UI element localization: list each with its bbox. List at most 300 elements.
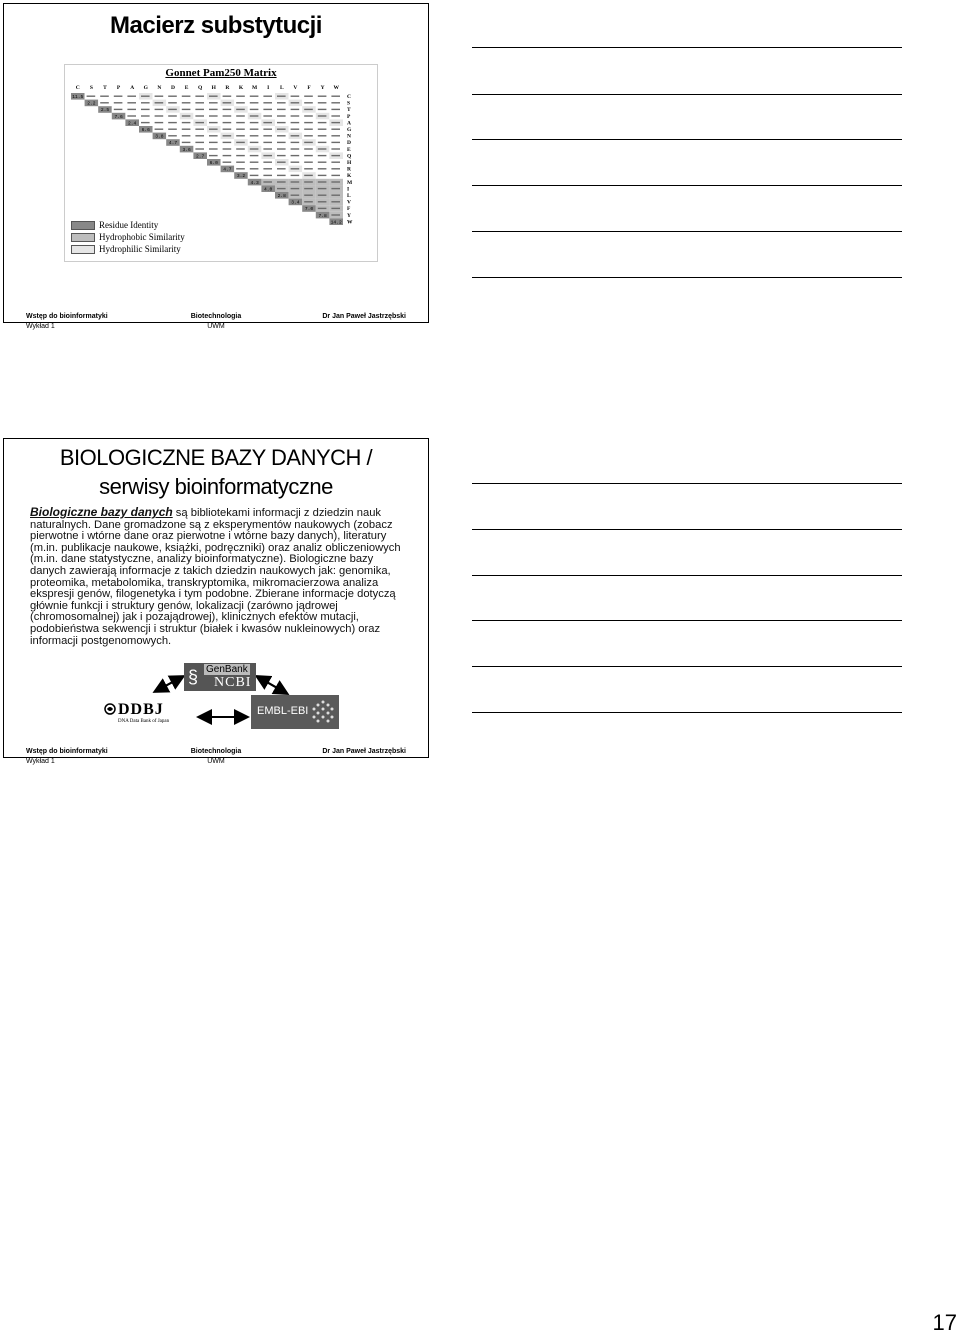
matrix-cell-value [209,155,218,156]
matrix-cell-value [236,162,245,163]
matrix-cell-value [250,168,259,169]
matrix-diagonal-value: 4.7 [168,141,178,147]
body-text: są bibliotekami informacji z dziedzin nauk naturalnych. Dane gromadzone są z eksperymentów naukowych (zobacz pierwotne i wtórne dane oraz pierwotne i wtórne bazy danych), literatury (m.in. publikacje naukowe, książki, podręczniki) oraz analiz obliczeniowych (m.in. dane statystyczne, analizy bioinformatyczne). Biologiczne bazy danych zawierają informacje z takich dziedzin naukowych jak: genomika, proteomika, metabolomika, transkryptomika, mikromacierzowa analiza ekspresji genów, filogenetyka i tym podobne. Zbierane informacje dotyczą głównie funkcji i struktury genów, lokalizacji (zarówno jądrowej (chromosomalnej) jak i pozajądrowej), klinicznych efektów mutacji, podobieństwa sekwencji i struktur (białek i kwasów nukleinowych) oraz informacji postgenomowych. [30,507,401,647]
matrix-cell-value [318,129,327,130]
matrix-cell-value [277,155,286,156]
matrix-cell-value [236,115,245,116]
matrix-cell-value [250,109,259,110]
matrix-cell-value [304,195,313,196]
matrix-row-header: A [347,120,351,127]
matrix-cell-value [87,96,96,97]
slide-2 [3,438,429,765]
matrix-row-header: H [347,160,352,166]
matrix-col-header: I [267,85,270,91]
slide-2-body [30,507,406,647]
matrix-cell-value [318,195,327,196]
legend-swatch-hydrophobic [71,233,95,242]
matrix-cell-value [209,129,218,130]
embl-label: EMBL-EBI [257,705,309,717]
matrix-diagonal-value: 7.0 [304,207,314,213]
matrix-cell-value [291,129,300,130]
legend-item [71,231,185,243]
matrix-cell-value [263,102,272,103]
matrix-cell-value [250,175,259,176]
matrix-row-header: C [347,94,351,100]
matrix-cell-value [304,188,313,189]
matrix-cell-value [100,102,109,103]
matrix-cell-value [277,102,286,103]
substitution-matrix-figure [64,64,378,262]
footer-lecture: Wykład 1 [26,323,55,330]
matrix-cell-value [223,142,232,143]
note-line [472,529,902,530]
matrix-row-header: G [347,127,352,133]
matrix-cell-value [250,129,259,130]
matrix-diagonal-value: 4.7 [223,167,232,173]
matrix-cell-value [263,162,272,163]
matrix-cell-value [304,168,313,169]
matrix-cell-value [331,181,340,182]
ncbi-label: NCBI [214,675,252,690]
matrix-cell-value [250,155,259,156]
matrix-cell-value [195,122,204,123]
matrix-cell-value [250,102,259,103]
matrix-diagonal-value: 4.0 [264,187,273,193]
matrix-cell-value [277,96,286,97]
matrix-cell-value [331,188,340,189]
matrix-cell-value [277,129,286,130]
matrix-cell-value [155,129,164,130]
matrix-cell-value [182,109,191,110]
matrix-cell-value [250,115,259,116]
matrix-cell-value [291,168,300,169]
matrix-row-header: N [347,133,351,140]
matrix-diagonal-value: 7.8 [318,213,327,219]
matrix-cell-value [318,155,327,156]
genbank-ncbi-logo [184,663,256,691]
matrix-cell-value [223,96,232,97]
page-number: 17 [932,1310,957,1335]
arrow-embl-ncbi [258,677,286,693]
matrix-diagonal-value: 7.6 [114,114,123,120]
note-line [472,575,902,576]
matrix-row-header: E [347,146,351,153]
matrix-cell-value [141,109,150,110]
matrix-cell-value [291,109,300,110]
matrix-cell-value [291,155,300,156]
matrix-cell-value [209,135,218,136]
slide-1 [3,3,429,330]
matrix-row-header: F [347,206,351,213]
matrix-cell-value [236,102,245,103]
matrix-row-header: S [347,100,351,107]
matrix-cell-value [209,96,218,97]
matrix-cell-value [195,142,204,143]
matrix-diagonal-value: 2.5 [100,108,110,114]
matrix-cell-value [331,214,340,215]
matrix-cell-value [318,175,327,176]
matrix-cell-value [127,96,136,97]
matrix-cell-value [195,109,204,110]
footer-author: Dr Jan Paweł Jastrzębski [322,748,406,755]
matrix-cell-value [331,122,340,123]
matrix-cell-value [195,96,204,97]
body-lead: Biologiczne bazy danych [30,505,173,519]
matrix-col-header: Y [320,85,325,91]
matrix-cell-value [195,148,204,149]
matrix-cell-value [318,115,327,116]
matrix-row-header: I [347,186,350,193]
matrix-row-header: D [347,140,351,147]
slide-2-title-line2: serwisy bioinformatyczne [99,474,333,499]
matrix-col-header: V [293,85,298,91]
matrix-cell-value [331,102,340,103]
embl-ebi-logo [251,695,339,729]
matrix-cell-value [127,115,136,116]
matrix-diagonal-value: 3.2 [236,174,246,180]
matrix-diagonal-value: 6.6 [141,128,150,133]
matrix-row-header: R [347,166,351,173]
matrix-cell-value [318,122,327,123]
matrix-cell-value [223,122,232,123]
matrix-cell-value [155,109,164,110]
note-line [472,483,902,484]
matrix-cell-value [291,115,300,116]
matrix-cell-value [304,129,313,130]
matrix-cell-value [155,102,164,103]
matrix-cell-value [291,195,300,196]
matrix-cell-value [182,135,191,136]
matrix-cell-value [182,102,191,103]
matrix-diagonal-value: 14.2 [330,220,342,226]
matrix-diagonal-value: 4.3 [250,180,259,186]
matrix-cell-value [236,129,245,130]
matrix-diagonal-value: 2.4 [128,121,137,127]
matrix-cell-value [250,142,259,143]
matrix-cell-value [304,142,313,143]
matrix-cell-value [209,109,218,110]
matrix-cell-value [209,148,218,149]
footer-university: UWM [207,758,225,765]
matrix-cell-value [223,115,232,116]
matrix-cell-value [263,129,272,130]
arrow-ddbj-ncbi [156,677,182,691]
matrix-cell-value [304,155,313,156]
matrix-col-header: S [89,85,93,91]
matrix-cell-value [236,135,245,136]
matrix-cell-value [168,102,177,103]
matrix-cell-value [331,175,340,176]
matrix-cell-value [236,96,245,97]
matrix-cell-value [141,96,150,97]
legend-swatch-hydrophilic [71,245,95,254]
matrix-diagonal-value: 3.4 [291,200,300,206]
matrix-col-header: K [238,85,244,91]
matrix-col-header: L [279,85,284,91]
matrix-cell-value [223,148,232,149]
matrix-legend [71,219,185,255]
matrix-cell-value [277,168,286,169]
slide-2-title [4,443,428,501]
matrix-cell-value [263,168,272,169]
matrix-cell-value [263,109,272,110]
matrix-cell-value [318,168,327,169]
matrix-cell-value [155,122,164,123]
matrix-cell-value [168,135,177,136]
matrix-cell-value [236,142,245,143]
matrix-cell-value [236,148,245,149]
matrix-col-header: D [171,85,175,91]
matrix-row-header: Y [347,212,351,219]
matrix-cell-value [318,188,327,189]
note-line [472,277,902,278]
legend-label: Residue Identity [99,220,159,230]
matrix-cell-value [277,135,286,136]
note-line [472,666,902,667]
footer-lecture: Wykład 1 [26,758,55,765]
matrix-cell-value [304,162,313,163]
matrix-cell-value [223,162,232,163]
matrix-title: Gonnet Pam250 Matrix [165,67,277,79]
matrix-cell-value [168,96,177,97]
matrix-col-header: C [75,85,80,91]
matrix-cell-value [291,148,300,149]
matrix-col-header: T [103,85,107,91]
matrix-cell-value [277,142,286,143]
matrix-cell-value [318,142,327,143]
matrix-cell-value [141,115,150,116]
matrix-col-header: E [184,85,189,91]
ddbj-mark-icon [104,703,116,715]
note-line [472,185,902,186]
matrix-cell-value [223,109,232,110]
matrix-cell-value [291,175,300,176]
matrix-col-header: G [143,85,148,91]
matrix-cell-value [291,181,300,182]
matrix-cell-value [277,175,286,176]
matrix-cell-value [168,122,177,123]
matrix-cell-value [263,115,272,116]
matrix-cell-value [318,102,327,103]
ddbj-logo [104,701,169,724]
matrix-col-header: H [211,85,216,91]
matrix-diagonal-value: 3.6 [182,147,191,153]
legend-item [71,219,185,231]
matrix-cell-value [331,115,340,116]
matrix-cell-value [304,115,313,116]
matrix-col-header: W [333,85,339,91]
matrix-cell-value [263,155,272,156]
matrix-cell-value [250,122,259,123]
matrix-cell-value [263,175,272,176]
matrix-cell-value [331,135,340,136]
note-line [472,47,902,48]
matrix-cell-value [304,148,313,149]
genbank-label: GenBank [206,664,248,675]
matrix-cell-value [291,122,300,123]
matrix-cell-value [168,109,177,110]
matrix-col-header: N [157,85,162,91]
matrix-cell-value [209,102,218,103]
matrix-cell-value [250,135,259,136]
slide-2-title-line1: BIOLOGICZNE BAZY DANYCH / [59,445,373,470]
matrix-cell-value [331,162,340,163]
matrix-cell-value [304,181,313,182]
legend-item [71,243,185,255]
matrix-col-header: M [251,85,258,91]
matrix-cell-value [277,188,286,189]
matrix-diagonal-value: 2.8 [277,194,286,199]
matrix-cell-value [263,148,272,149]
matrix-cell-value [141,102,150,103]
matrix-cell-value [291,162,300,163]
matrix-diagonal-value: 6.0 [209,161,218,166]
matrix-cell-value [236,109,245,110]
matrix-cell-value [331,208,340,209]
matrix-cell-value [223,135,232,136]
matrix-cell-value [291,142,300,143]
matrix-cell-value [331,148,340,149]
matrix-cell-value [114,109,123,110]
matrix-cell-value [277,181,286,182]
matrix-cell-value [263,181,272,182]
matrix-cell-value [318,181,327,182]
matrix-cell-value [304,122,313,123]
matrix-cell-value [304,201,313,202]
legend-swatch-identity [71,221,95,230]
matrix-col-header: P [116,85,121,91]
matrix-cell-value [236,122,245,123]
matrix-cell-value [331,142,340,143]
matrix-col-header: A [130,85,135,91]
matrix-cell-value [318,208,327,209]
matrix-cell-value [236,168,245,169]
matrix-cell-value [304,175,313,176]
matrix-cell-value [304,109,313,110]
matrix-cell-value [331,195,340,196]
matrix-cell-value [223,102,232,103]
footer-program-name: Biotechnologia [190,313,242,320]
matrix-cell-value [304,96,313,97]
legend-label: Hydrophilic Similarity [99,244,181,254]
matrix-cell-value [318,109,327,110]
matrix-cell-value [291,96,300,97]
matrix-cell-value [331,109,340,110]
matrix-cell-value [141,122,150,123]
matrix-cell-value [277,109,286,110]
matrix-cell-value [331,168,340,169]
matrix-cell-value [114,102,123,103]
matrix-row-header: P [347,113,351,120]
matrix-cell-value [168,115,177,116]
matrix-cell-value [100,96,109,97]
matrix-cell-value [277,115,286,116]
footer-author: Dr Jan Paweł Jastrzębski [322,313,406,320]
ddbj-subtitle: DNA Data Bank of Japan [118,719,170,724]
embl-dots-icon [311,699,335,725]
footer-course-name: Wstęp do bioinformatyki [26,313,108,320]
database-logos [4,657,430,737]
matrix-row-header: T [347,107,351,114]
dna-helix-icon: § [188,667,199,687]
matrix-cell-value [291,135,300,136]
matrix-cell-value [223,155,232,156]
matrix-cell-value [195,135,204,136]
note-line [472,620,902,621]
matrix-cell-value [250,96,259,97]
matrix-cell-value [277,122,286,123]
matrix-row-header: W [347,219,353,226]
matrix-diagonal-value: 11.5 [72,95,84,100]
matrix-cell-value [318,162,327,163]
note-line [472,712,902,713]
matrix-cell-value [318,96,327,97]
note-line [472,231,902,232]
matrix-cell-value [318,135,327,136]
matrix-cell-value [263,142,272,143]
matrix-cell-value [318,201,327,202]
matrix-cell-value [331,201,340,202]
matrix-cell-value [195,102,204,103]
footer-program-name: Biotechnologia [190,748,242,755]
matrix-cell-value [291,188,300,189]
matrix-cell-value [182,129,191,130]
matrix-row-header: K [347,173,352,180]
matrix-cell-value [168,129,177,130]
matrix-cell-value [291,102,300,103]
matrix-cell-value [114,96,123,97]
matrix-cell-value [304,135,313,136]
slide-1-title: Macierz substytucji [110,12,322,39]
matrix-col-header: Q [198,85,203,91]
matrix-cell-value [263,135,272,136]
matrix-row-header: Q [347,153,352,160]
matrix-cell-value [236,155,245,156]
matrix-cell-value [263,96,272,97]
matrix-cell-value [331,155,340,156]
matrix-cell-value [318,148,327,149]
matrix-cell-value [127,109,136,110]
matrix-row-header: L [347,193,351,199]
matrix-cell-value [209,122,218,123]
matrix-cell-value [182,122,191,123]
matrix-col-header: F [307,85,311,91]
matrix-cell-value [182,142,191,143]
footer-course-name: Wstęp do bioinformatyki [26,748,108,755]
note-line [472,139,902,140]
matrix-diagonal-value: 3.8 [155,134,164,140]
matrix-col-header: R [225,85,230,91]
footer-university: UWM [207,323,225,330]
matrix-cell-value [155,96,164,97]
matrix-row-header: M [347,179,353,186]
matrix-cell-value [182,115,191,116]
matrix-cell-value [331,129,340,130]
matrix-cell-value [277,148,286,149]
matrix-cell-value [209,142,218,143]
matrix-cell-value [127,102,136,103]
matrix-cell-value [250,148,259,149]
matrix-cell-value [331,96,340,97]
legend-label: Hydrophobic Similarity [99,232,185,242]
matrix-cell-value [195,115,204,116]
matrix-cell-value [304,102,313,103]
matrix-cell-value [209,115,218,116]
matrix-cell-value [155,115,164,116]
matrix-cell-value [195,129,204,130]
matrix-cell-value [182,96,191,97]
matrix-cell-value [277,162,286,163]
